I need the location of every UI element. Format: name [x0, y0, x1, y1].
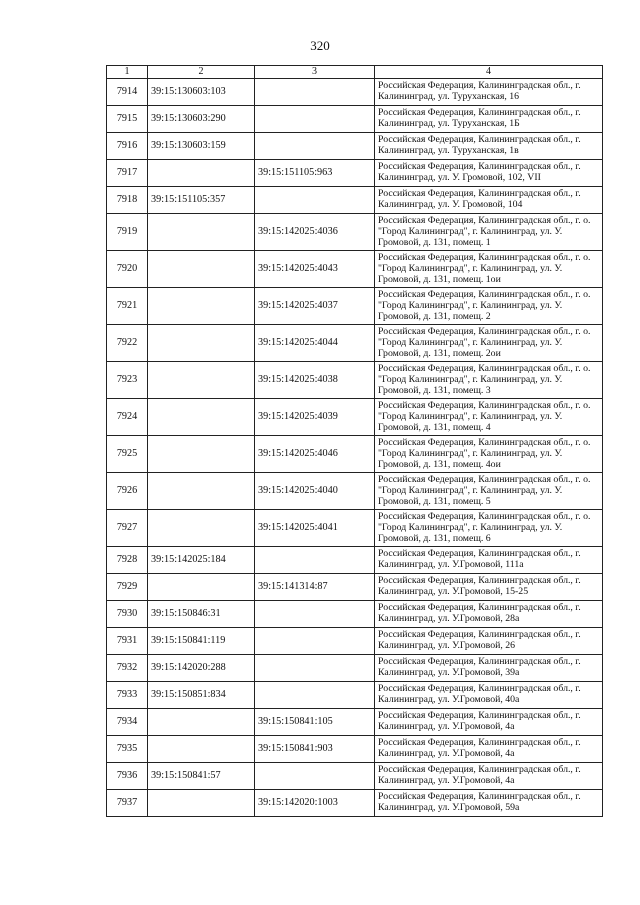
cadastral-number	[148, 735, 255, 762]
cadastral-number	[148, 509, 255, 546]
address-cell: Российская Федерация, Калининградская обл., г. Калининград, ул. У.Громовой, 4а	[375, 762, 603, 789]
cadastral-number: 39:15:150846:31	[148, 600, 255, 627]
row-number: 7915	[107, 105, 148, 132]
cadastral-number-secondary: 39:15:150841:105	[255, 708, 375, 735]
cadastral-number-secondary: 39:15:141314:87	[255, 573, 375, 600]
cadastral-number	[148, 324, 255, 361]
cadastral-number-secondary	[255, 78, 375, 105]
table-body	[107, 78, 603, 816]
cadastral-number: 39:15:151105:357	[148, 186, 255, 213]
address-cell: Российская Федерация, Калининградская обл., г. Калининград, ул. У.Громовой, 26	[375, 627, 603, 654]
row-number: 7935	[107, 735, 148, 762]
row-number: 7930	[107, 600, 148, 627]
table-row	[107, 681, 603, 708]
address-cell: Российская Федерация, Калининградская обл., г. Калининград, ул. У.Громовой, 40а	[375, 681, 603, 708]
table-row	[107, 132, 603, 159]
cadastral-number: 39:15:130603:103	[148, 78, 255, 105]
table-row	[107, 546, 603, 573]
row-number: 7921	[107, 287, 148, 324]
cadastral-number	[148, 789, 255, 816]
cadastral-number	[148, 159, 255, 186]
address-cell: Российская Федерация, Калининградская обл., г. о. "Город Калининград", г. Калининград, ул. У. Громовой, д. 131, помещ. 2ои	[375, 324, 603, 361]
address-cell: Российская Федерация, Калининградская обл., г. Калининград, ул. Туруханская, 1в	[375, 132, 603, 159]
cadastral-number-secondary	[255, 762, 375, 789]
row-number: 7920	[107, 250, 148, 287]
cadastral-number-secondary: 39:15:142025:4036	[255, 213, 375, 250]
table-row	[107, 509, 603, 546]
row-number: 7934	[107, 708, 148, 735]
cadastral-number-secondary: 39:15:142025:4043	[255, 250, 375, 287]
column-header: 2	[148, 66, 255, 79]
column-header: 3	[255, 66, 375, 79]
row-number: 7937	[107, 789, 148, 816]
cadastral-number: 39:15:150851:834	[148, 681, 255, 708]
table-row	[107, 654, 603, 681]
cadastral-number-secondary: 39:15:151105:963	[255, 159, 375, 186]
row-number: 7925	[107, 435, 148, 472]
cadastral-number-secondary: 39:15:142025:4040	[255, 472, 375, 509]
cadastral-number-secondary: 39:15:142020:1003	[255, 789, 375, 816]
table-row	[107, 324, 603, 361]
header-row	[107, 66, 603, 79]
address-cell: Российская Федерация, Калининградская обл., г. о. "Город Калининград", г. Калининград, ул. У. Громовой, д. 131, помещ. 2	[375, 287, 603, 324]
address-cell: Российская Федерация, Калининградская обл., г. о. "Город Калининград", г. Калининград, ул. У. Громовой, д. 131, помещ. 1ои	[375, 250, 603, 287]
address-cell: Российская Федерация, Калининградская обл., г. Калининград, ул. У.Громовой, 28а	[375, 600, 603, 627]
table-row	[107, 708, 603, 735]
cadastral-number: 39:15:130603:159	[148, 132, 255, 159]
row-number: 7916	[107, 132, 148, 159]
address-cell: Российская Федерация, Калининградская обл., г. о. "Город Калининград", г. Калининград, ул. У. Громовой, д. 131, помещ. 1	[375, 213, 603, 250]
cadastral-number	[148, 472, 255, 509]
cadastral-number-secondary: 39:15:142025:4038	[255, 361, 375, 398]
table-row	[107, 105, 603, 132]
row-number: 7919	[107, 213, 148, 250]
column-header: 1	[107, 66, 148, 79]
cadastral-number-secondary: 39:15:142025:4041	[255, 509, 375, 546]
cadastral-number-secondary	[255, 654, 375, 681]
row-number: 7917	[107, 159, 148, 186]
table-row	[107, 398, 603, 435]
cadastral-number	[148, 213, 255, 250]
cadastral-number-secondary: 39:15:142025:4037	[255, 287, 375, 324]
address-cell: Российская Федерация, Калининградская обл., г. Калининград, ул. У.Громовой, 39а	[375, 654, 603, 681]
address-cell: Российская Федерация, Калининградская обл., г. Калининград, ул. У. Громовой, 102, VII	[375, 159, 603, 186]
table-row	[107, 159, 603, 186]
table-row	[107, 573, 603, 600]
row-number: 7936	[107, 762, 148, 789]
cadastral-number	[148, 435, 255, 472]
cadastral-number	[148, 573, 255, 600]
row-number: 7922	[107, 324, 148, 361]
cadastral-number-secondary	[255, 627, 375, 654]
page-number: 320	[310, 38, 330, 53]
cadastral-number-secondary: 39:15:150841:903	[255, 735, 375, 762]
table-row	[107, 627, 603, 654]
cadastral-number-secondary	[255, 132, 375, 159]
row-number: 7932	[107, 654, 148, 681]
cadastral-number-secondary	[255, 600, 375, 627]
table-row	[107, 762, 603, 789]
address-cell: Российская Федерация, Калининградская обл., г. Калининград, ул. У. Громовой, 104	[375, 186, 603, 213]
cadastral-number	[148, 708, 255, 735]
table-row	[107, 789, 603, 816]
address-cell: Российская Федерация, Калининградская обл., г. Калининград, ул. У.Громовой, 4а	[375, 735, 603, 762]
column-header: 4	[375, 66, 603, 79]
address-cell: Российская Федерация, Калининградская обл., г. о. "Город Калининград", г. Калининград, ул. У. Громовой, д. 131, помещ. 4ои	[375, 435, 603, 472]
cadastral-number: 39:15:142020:288	[148, 654, 255, 681]
cadastral-number	[148, 361, 255, 398]
address-cell: Российская Федерация, Калининградская обл., г. Калининград, ул. У.Громовой, 4а	[375, 708, 603, 735]
cadastral-number: 39:15:150841:119	[148, 627, 255, 654]
row-number: 7931	[107, 627, 148, 654]
row-number: 7933	[107, 681, 148, 708]
table-row	[107, 250, 603, 287]
table-row	[107, 186, 603, 213]
table-row	[107, 361, 603, 398]
row-number: 7924	[107, 398, 148, 435]
cadastral-number-secondary	[255, 546, 375, 573]
address-cell: Российская Федерация, Калининградская обл., г. Калининград, ул. Туруханская, 1Б	[375, 105, 603, 132]
address-cell: Российская Федерация, Калининградская обл., г. о. "Город Калининград", г. Калининград, ул. У. Громовой, д. 131, помещ. 5	[375, 472, 603, 509]
address-cell: Российская Федерация, Калининградская обл., г. о. "Город Калининград", г. Калининград, ул. У. Громовой, д. 131, помещ. 6	[375, 509, 603, 546]
cadastral-number	[148, 250, 255, 287]
address-cell: Российская Федерация, Калининградская обл., г. Калининград, ул. Туруханская, 16	[375, 78, 603, 105]
address-cell: Российская Федерация, Калининградская обл., г. о. "Город Калининград", г. Калининград, ул. У. Громовой, д. 131, помещ. 3	[375, 361, 603, 398]
row-number: 7926	[107, 472, 148, 509]
cadastral-number	[148, 398, 255, 435]
registry-table	[106, 65, 603, 817]
cadastral-number-secondary	[255, 681, 375, 708]
table-row	[107, 472, 603, 509]
cadastral-number: 39:15:150841:57	[148, 762, 255, 789]
row-number: 7929	[107, 573, 148, 600]
cadastral-number-secondary: 39:15:142025:4046	[255, 435, 375, 472]
cadastral-number: 39:15:130603:290	[148, 105, 255, 132]
table-row	[107, 735, 603, 762]
address-cell: Российская Федерация, Калининградская обл., г. о. "Город Калининград", г. Калининград, ул. У. Громовой, д. 131, помещ. 4	[375, 398, 603, 435]
table-row	[107, 78, 603, 105]
row-number: 7918	[107, 186, 148, 213]
row-number: 7923	[107, 361, 148, 398]
cadastral-number-secondary: 39:15:142025:4044	[255, 324, 375, 361]
table-row	[107, 600, 603, 627]
table-row	[107, 213, 603, 250]
table-row	[107, 435, 603, 472]
row-number: 7914	[107, 78, 148, 105]
table-row	[107, 287, 603, 324]
address-cell: Российская Федерация, Калининградская обл., г. Калининград, ул. У.Громовой, 15-25	[375, 573, 603, 600]
cadastral-number	[148, 287, 255, 324]
cadastral-number: 39:15:142025:184	[148, 546, 255, 573]
cadastral-number-secondary	[255, 186, 375, 213]
address-cell: Российская Федерация, Калининградская обл., г. Калининград, ул. У.Громовой, 111а	[375, 546, 603, 573]
cadastral-number-secondary: 39:15:142025:4039	[255, 398, 375, 435]
cadastral-number-secondary	[255, 105, 375, 132]
row-number: 7928	[107, 546, 148, 573]
address-cell: Российская Федерация, Калининградская обл., г. Калининград, ул. У.Громовой, 59а	[375, 789, 603, 816]
row-number: 7927	[107, 509, 148, 546]
